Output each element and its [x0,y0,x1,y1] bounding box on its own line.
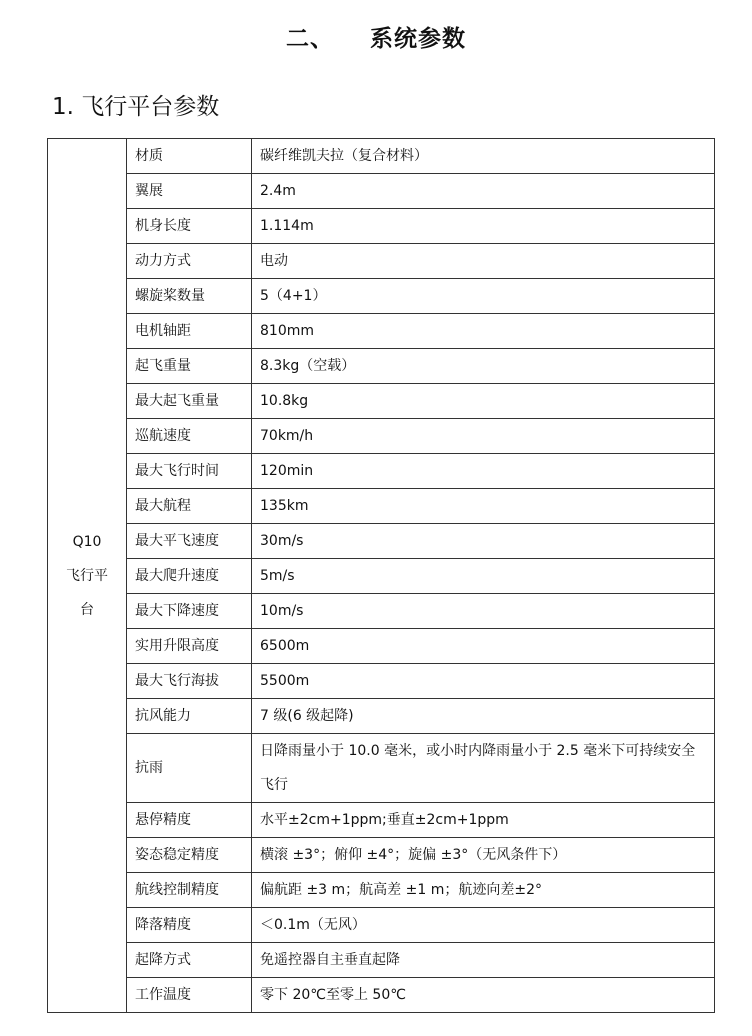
param-value: 7 级(6 级起降) [252,699,715,734]
param-value: 横滚 ±3°；俯仰 ±4°；旋偏 ±3°（无风条件下） [252,838,715,873]
param-value: 零下 20℃至零上 50℃ [252,978,715,1013]
table-row [48,978,715,1013]
table-row [48,384,715,419]
param-value: 30m/s [252,524,715,559]
param-label: 动力方式 [127,244,252,279]
param-label: 实用升限高度 [127,629,252,664]
flight-platform-params-table [47,138,715,1013]
param-label: 最大起飞重量 [127,384,252,419]
table-row [48,279,715,314]
table-row [48,629,715,664]
param-label: 最大航程 [127,489,252,524]
table-row [48,838,715,873]
param-label: 最大飞行海拔 [127,664,252,699]
param-label: 航线控制精度 [127,873,252,908]
param-value: 水平±2cm+1ppm;垂直±2cm+1ppm [252,803,715,838]
param-label: 抗雨 [127,734,252,803]
table-row [48,209,715,244]
group-label-line: 飞行平 [66,567,108,584]
chapter-title: 二、 系统参数 [285,26,467,52]
param-label: 螺旋桨数量 [127,279,252,314]
table-row [48,594,715,629]
param-value: 10.8kg [252,384,715,419]
table-row [48,419,715,454]
param-value: 8.3kg（空载） [252,349,715,384]
param-label: 姿态稳定精度 [127,838,252,873]
table-row [48,734,715,803]
param-label: 翼展 [127,174,252,209]
table-row [48,489,715,524]
param-label: 最大下降速度 [127,594,252,629]
table-row [48,174,715,209]
param-label: 电机轴距 [127,314,252,349]
param-value: 电动 [252,244,715,279]
param-value: 120min [252,454,715,489]
table-row [48,349,715,384]
param-label: 最大平飞速度 [127,524,252,559]
param-value: 2.4m [252,174,715,209]
table-row [48,873,715,908]
table-row [48,908,715,943]
param-value: 70km/h [252,419,715,454]
param-label: 机身长度 [127,209,252,244]
group-label-cell [48,139,127,1013]
table-row [48,943,715,978]
table-row [48,314,715,349]
param-label: 材质 [127,139,252,174]
group-label-line: 台 [80,601,94,618]
table-row [48,803,715,838]
param-value: 810mm [252,314,715,349]
param-value: 偏航距 ±3 m；航高差 ±1 m；航迹向差±2° [252,873,715,908]
table-row [48,454,715,489]
table-row [48,524,715,559]
param-value: ＜0.1m（无风） [252,908,715,943]
param-label: 最大飞行时间 [127,454,252,489]
section-title: 1. 飞行平台参数 [52,94,220,120]
group-label-line: Q10 [72,533,102,550]
param-value: 135km [252,489,715,524]
param-label: 工作温度 [127,978,252,1013]
param-label: 抗风能力 [127,699,252,734]
param-value: 6500m [252,629,715,664]
param-value: 1.114m [252,209,715,244]
param-value: 日降雨量小于 10.0 毫米，或小时内降雨量小于 2.5 毫米下可持续安全飞行 [252,734,715,803]
table-row [48,244,715,279]
table-row [48,139,715,174]
param-label: 起飞重量 [127,349,252,384]
param-label: 起降方式 [127,943,252,978]
param-value: 碳纤维凯夫拉（复合材料） [252,139,715,174]
param-value: 5（4+1） [252,279,715,314]
param-label: 悬停精度 [127,803,252,838]
param-label: 最大爬升速度 [127,559,252,594]
param-value: 免遥控器自主垂直起降 [252,943,715,978]
table-row [48,664,715,699]
table-row [48,559,715,594]
table-row [48,699,715,734]
param-label: 降落精度 [127,908,252,943]
param-value: 10m/s [252,594,715,629]
param-value: 5500m [252,664,715,699]
param-value: 5m/s [252,559,715,594]
param-label: 巡航速度 [127,419,252,454]
